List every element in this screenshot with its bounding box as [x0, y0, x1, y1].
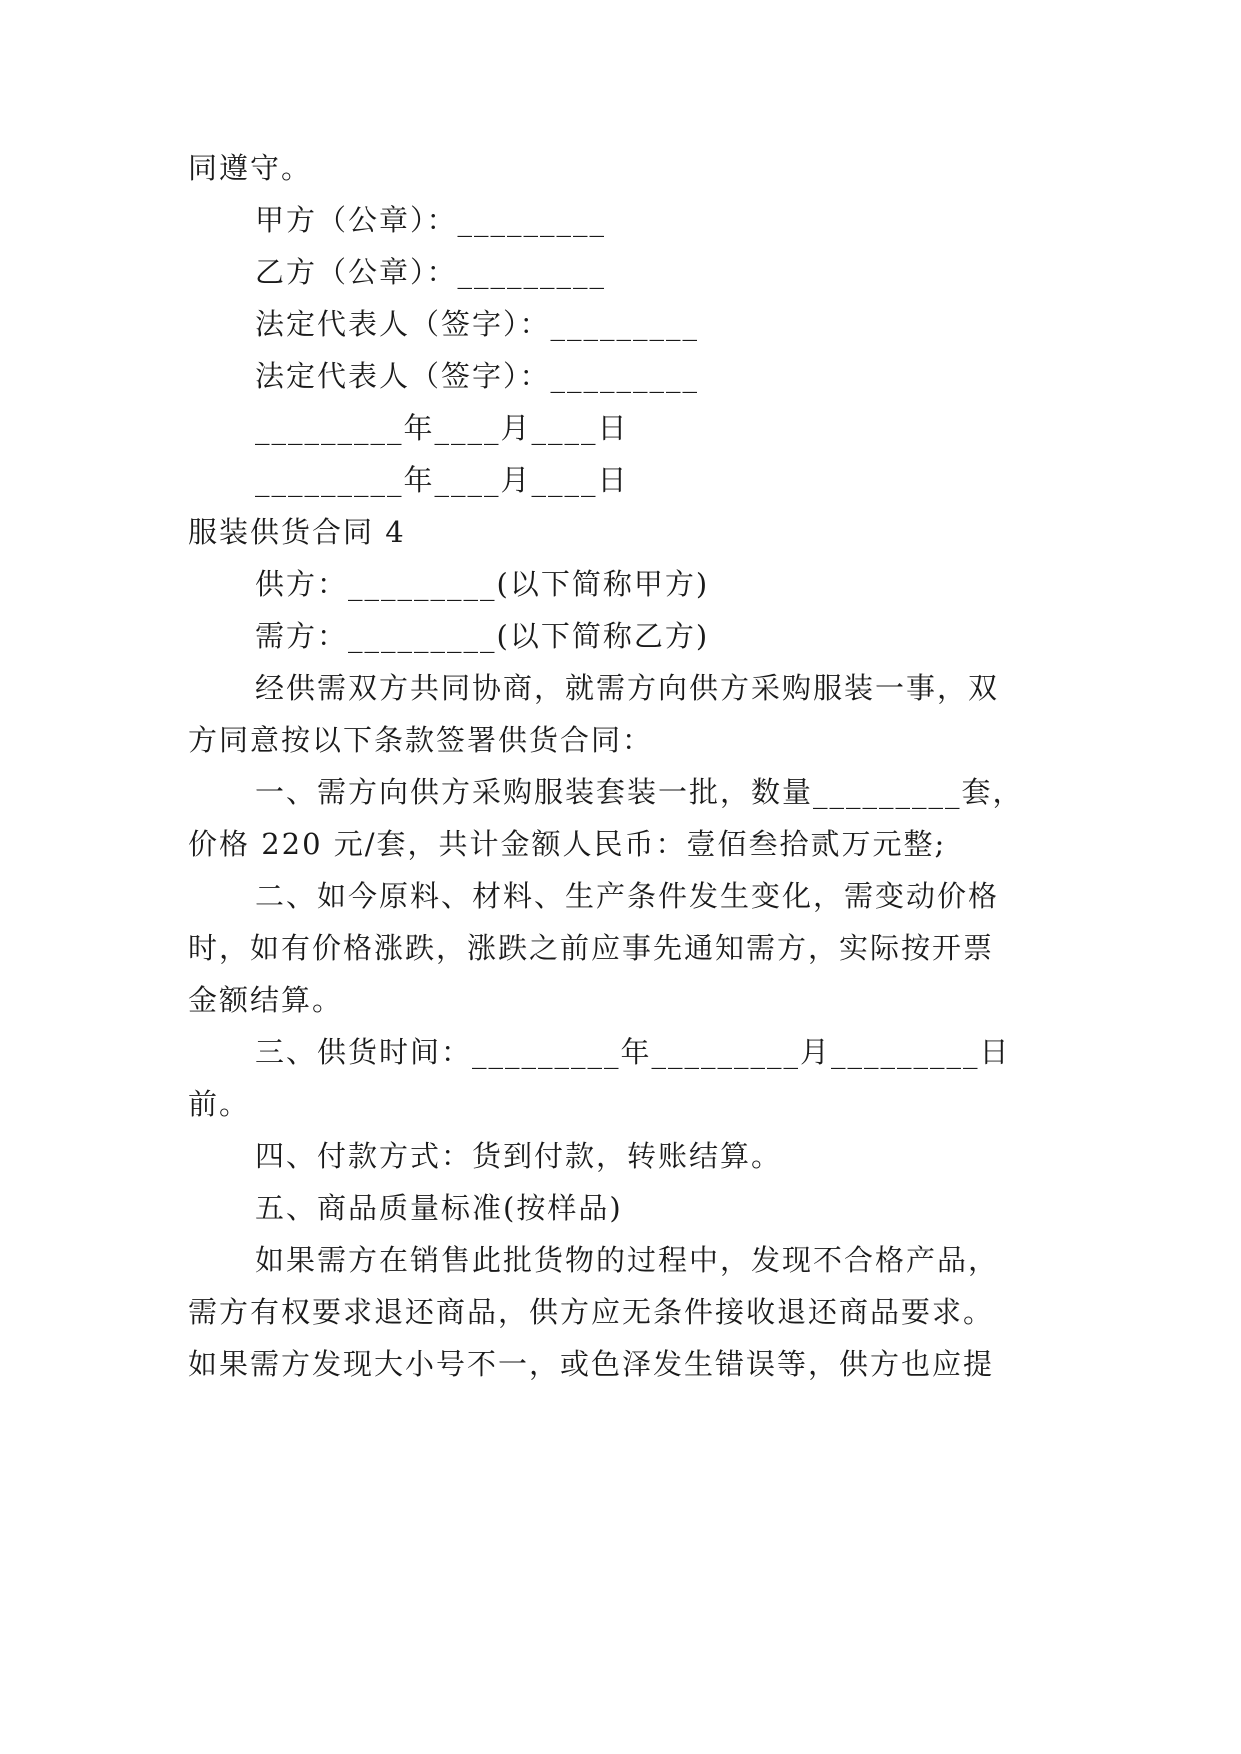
- clause-line: 前。: [188, 1087, 251, 1121]
- date-line: _________年____月____日: [255, 463, 629, 497]
- legal-rep-signature-line: 法定代表人（签字）：_________: [255, 359, 700, 393]
- clause-line: 一、需方向供方采购服装套装一批，数量_________套，: [255, 775, 1024, 809]
- date-line: _________年____月____日: [255, 411, 629, 445]
- clause-line: 四、付款方式：货到付款，转账结算。: [255, 1139, 783, 1173]
- clause-line: 金额结算。: [188, 983, 344, 1017]
- clause-line: 时，如有价格涨跌，涨跌之前应事先通知需方，实际按开票: [188, 931, 995, 965]
- clause-line: 三、供货时间：_________年_________月_________日: [255, 1035, 1011, 1069]
- legal-rep-signature-line: 法定代表人（签字）：_________: [255, 307, 700, 341]
- paragraph-line: 方同意按以下条款签署供货合同：: [188, 723, 654, 757]
- paragraph-line: 如果需方在销售此批货物的过程中，发现不合格产品，: [255, 1243, 1000, 1277]
- party-b-seal-line: 乙方（公章）：_________: [255, 255, 607, 289]
- clause-line: 价格 220 元/套，共计金额人民币：壹佰叁拾贰万元整;: [188, 827, 947, 861]
- text-line: 同遵守。: [188, 151, 313, 185]
- paragraph-line: 经供需双方共同协商，就需方向供方采购服装一事，双: [255, 671, 1000, 705]
- party-a-seal-line: 甲方（公章）：_________: [255, 203, 607, 237]
- clause-line: 五、商品质量标准(按样品): [255, 1191, 623, 1225]
- section-title: 服装供货合同 4: [188, 515, 406, 549]
- buyer-line: 需方：_________(以下简称乙方): [255, 619, 710, 653]
- clause-line: 二、如今原料、材料、生产条件发生变化，需变动价格: [255, 879, 1000, 913]
- paragraph-line: 需方有权要求退还商品，供方应无条件接收退还商品要求。: [188, 1295, 995, 1329]
- paragraph-line: 如果需方发现大小号不一，或色泽发生错误等，供方也应提: [188, 1347, 995, 1381]
- supplier-line: 供方：_________(以下简称甲方): [255, 567, 710, 601]
